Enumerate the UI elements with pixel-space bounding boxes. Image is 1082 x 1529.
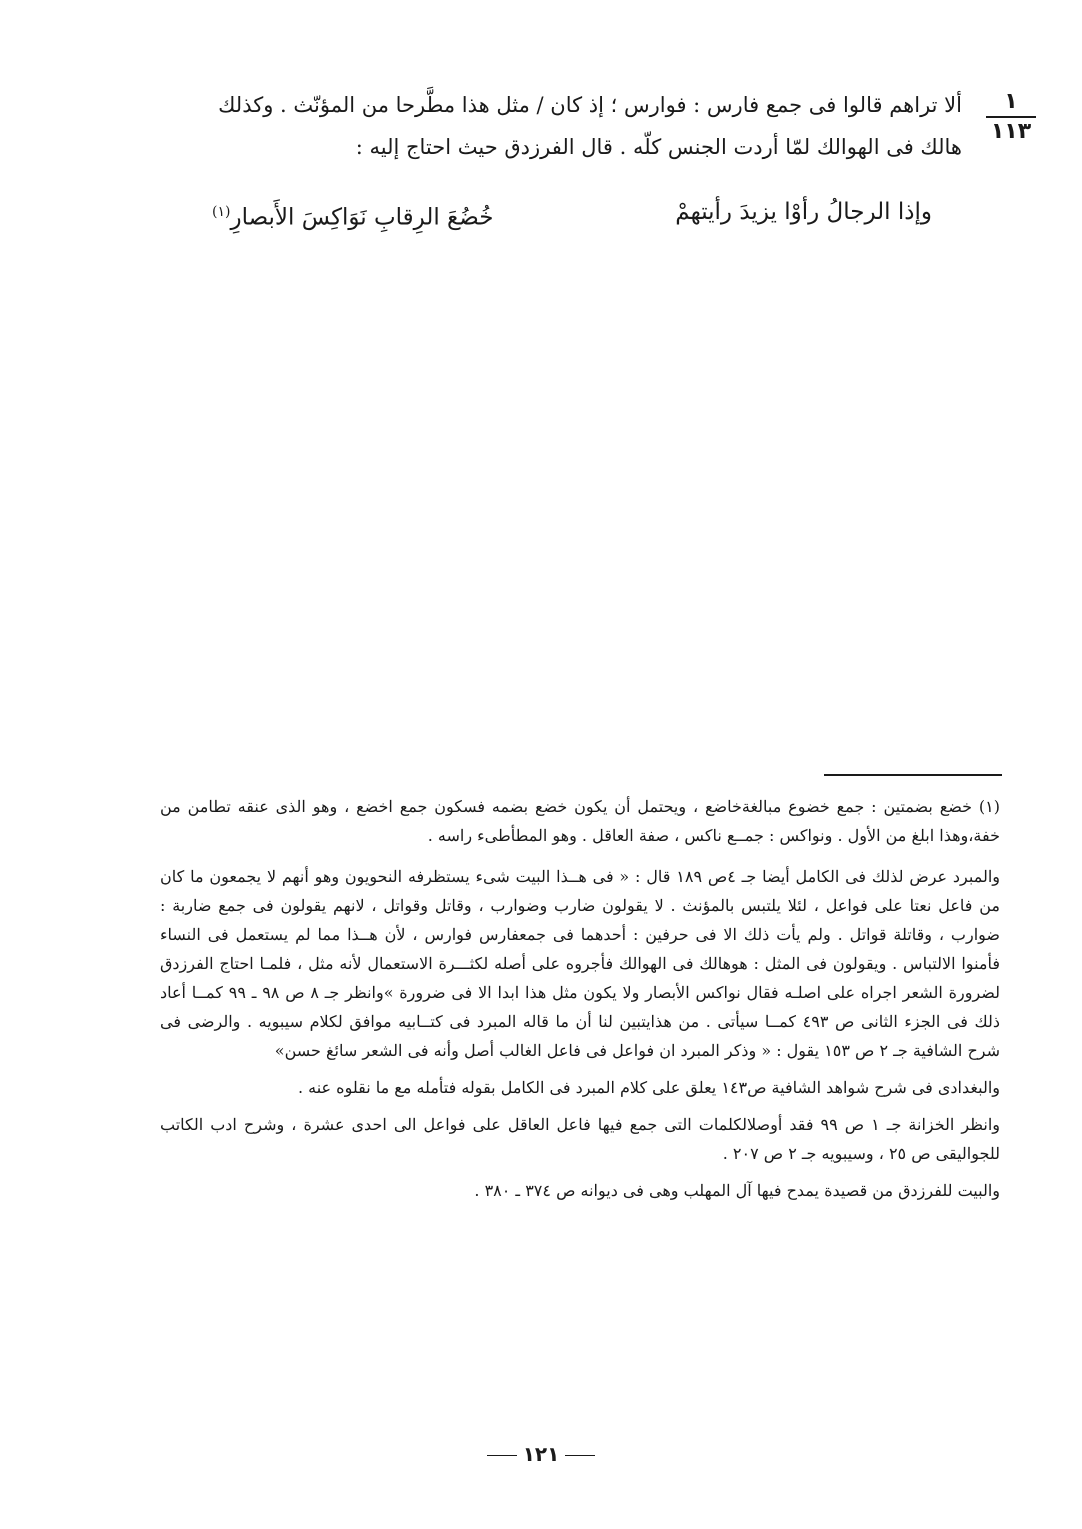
footnote-1: (١) خضع بضمتين : جمع خضوع مبالغةخاضع ، ويحتمل أن يكون خضع بضمه فسكون جمع اخضع ، وهو الذى عنقه تطامن من خفة،وهذا ابلغ من الأول . ونواكس : جمــع ناكس ، صفة العاقل . وهو المطأطىء راسه . bbox=[160, 797, 1000, 845]
page-number: ١٢١ bbox=[522, 1442, 560, 1466]
poetry-verse bbox=[212, 190, 932, 240]
footnote-paragraph-baghdadi: والبغدادى فى شرح شواهد الشافية ص١٤٣ يعلق على كلام المبرد فى الكامل بقوله فتأمله مع ما نقلوه عنه . bbox=[297, 1078, 1000, 1097]
footnote-paragraph-source: والبيت للفرزدق من قصيدة يمدح فيها آل المهلب وهى فى ديوانه ص ٣٧٤ ـ ٣٨٠ . bbox=[474, 1181, 1000, 1200]
page-number-dash-right bbox=[487, 1455, 517, 1456]
footnote-paragraph-khizana: وانظر الخزانة جـ ١ ص ٩٩ فقد أوصلالكلمات التى جمع فيها فاعل العاقل على فواعل الى احدى عشرة ، وشرح ادب الكاتب للجواليقى ص ٢٥ ، وسيبويه جـ ٢ ص ٢٠٧ . bbox=[160, 1115, 1000, 1163]
verse-second-hemistich-wrap bbox=[212, 190, 493, 240]
margin-page-marker bbox=[980, 88, 1042, 146]
page-number-footer bbox=[0, 1442, 1082, 1466]
footnotes bbox=[160, 792, 1000, 1213]
margin-marker-top: ١ bbox=[1004, 89, 1018, 114]
main-line-2: هالك فى الهوالك لمّا أردت الجنس كلّه . قال الفرزدق حيث احتاج إليه : bbox=[355, 135, 962, 159]
footnote-paragraph-mubarrad: والمبرد عرض لذلك فى الكامل أيضا جـ ٤ص ١٨٩ قال : « فى هــذا البيت شىء يستظرفه النحويون وهو أنهم لا يجمعون ما كان من فاعل نعتا على فواعل ، لئلا يلتبس بالمؤنث . لا يقولون ضارب وضوارب ، وقاتل وقواتل ، لانهم يقولون فى جمع ضاربة : ضوارب ، وقاتلة قواتل . ولم يأت ذلك الا فى حرفين : أحدهما فى جمعفارس فوارس ، لأن هــذا مما لم يستعمل فى النساء فأمنوا الالتباس . ويقولون فى المثل : هوهالك فى الهوالك فأجروه على أصله لكثـــرة الاستعمال لأنه مثل ، فلمـا احتاج الفرزدق لضرورة الشعر اجراه على اصلـه فقال نواكس الأبصار ولا يكون مثل هذا ابدا الا فى ضرورة »وانظر جـ ٨ ص ٩٨ ـ ٩٩ كمــا أعاد ذلك فى الجزء الثانى ص ٤٩٣ كمــا سيأتى . من هذايتبين لنا أن ما قاله المبرد فى كتــابيه موافق لكلام سيبويه . والرضى فى شرح الشافية جـ ٢ ص ١٥٣ يقول : « وذكر المبرد ان فواعل فى فاعل الغالب أصل وأنه فى الشعر سائغ حسن» bbox=[160, 867, 1001, 1060]
footnote-separator bbox=[824, 774, 1002, 776]
main-line-1: ألا تراهم قالوا فى جمع فارس : فوارس ؛ إذ كان / مثل هذا مطَّرحا من المؤنّث . وكذلك bbox=[218, 93, 962, 117]
margin-marker-bottom: ١١٣ bbox=[990, 119, 1032, 144]
main-text bbox=[42, 84, 962, 168]
verse-second-hemistich: خُضُعَ الرِقابِ نَوَاكِسَ الأَبصارِ bbox=[230, 204, 494, 231]
verse-footnote-ref: (١) bbox=[212, 204, 231, 220]
page-number-dash-left bbox=[565, 1455, 595, 1456]
verse-first-hemistich: وإذا الرجالُ رأوْا يزيدَ رأيتهمْ bbox=[675, 199, 932, 225]
